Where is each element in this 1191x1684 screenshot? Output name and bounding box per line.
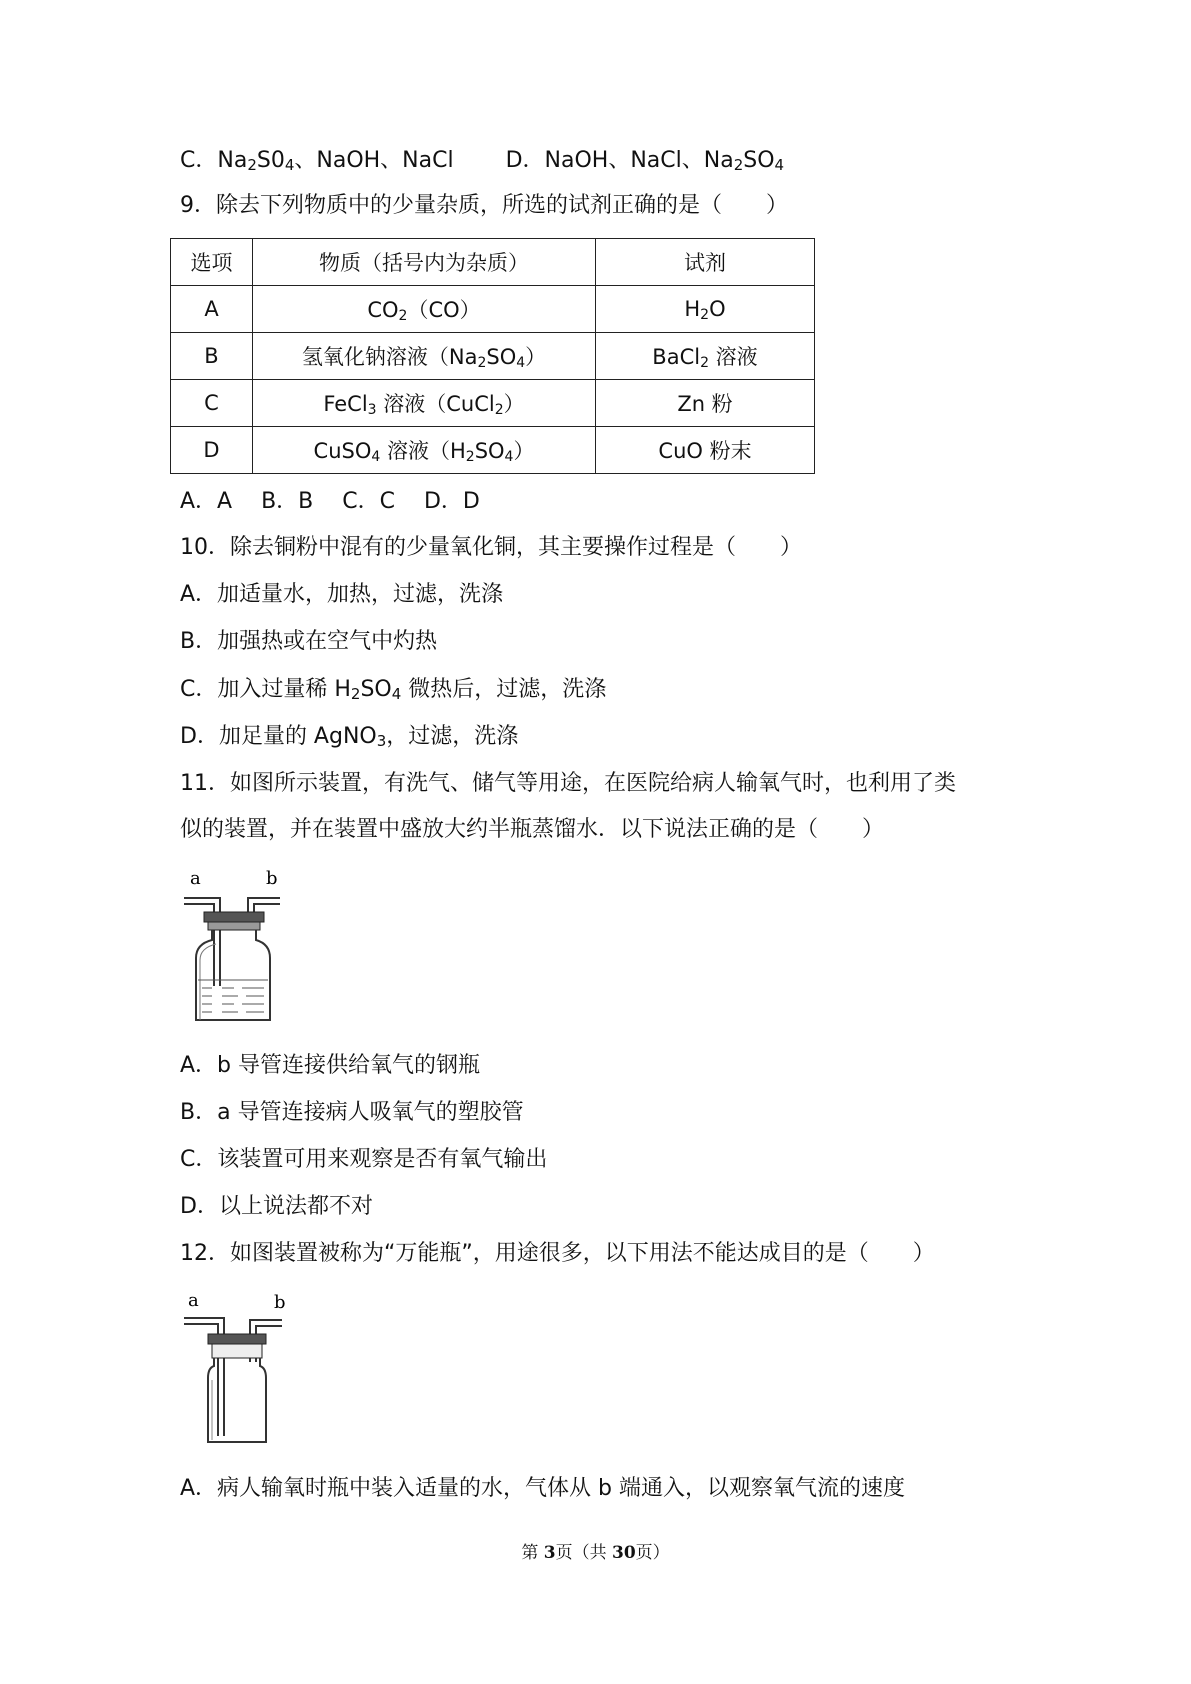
q10-stem: 10．除去铜粉中混有的少量氧化铜，其主要操作过程是（ ）	[180, 535, 802, 560]
q10-option-c: C．加入过量稀 $H_2SO_4$ 微热后，过滤，洗涤	[180, 677, 607, 703]
table-cell-substance: $CO_2(CO)$	[253, 286, 596, 333]
page-footer	[0, 1538, 1191, 1563]
table-cell-option: A	[171, 286, 253, 333]
fig-label-b: b	[266, 868, 278, 889]
table-cell-substance: 氢氧化钠溶液$(Na_2SO_4)$	[253, 333, 596, 380]
q8-option-c-mid: S0	[256, 148, 285, 173]
gas-washing-bottle-figure	[182, 868, 292, 1028]
table-cell-reagent: Zn 粉	[596, 380, 815, 427]
table-header-row	[171, 239, 815, 286]
q8-options-cd: C．$Na_2S0_4$、NaOH、NaCl D．NaOH、NaCl、$Na_2SO_4$	[180, 148, 785, 174]
q10-option-b: B．加强热或在空气中灼热	[180, 629, 438, 654]
q11-option-b: B．a 导管连接病人吸氧气的塑胶管	[180, 1100, 524, 1125]
q10-option-a: A．加适量水，加热，过滤，洗涤	[180, 582, 504, 607]
q11-option-c: C．该装置可用来观察是否有氧气输出	[180, 1147, 548, 1172]
table-cell-option: D	[171, 427, 253, 474]
q8-option-d-prefix: D．NaOH、NaCl、Na	[505, 148, 734, 173]
q12-option-a: A．病人输氧时瓶中装入适量的水，气体从 b 端通入，以观察氧气流的速度	[180, 1476, 906, 1501]
q11-option-d: D．以上说法都不对	[180, 1194, 373, 1219]
q8-option-c-prefix: C．Na	[180, 148, 248, 173]
table-row	[171, 380, 815, 427]
table-cell-substance: CuSO$_4$ 溶液$(H_2SO_4)$	[253, 427, 596, 474]
q11-option-a: A．b 导管连接供给氧气的钢瓶	[180, 1053, 481, 1078]
table-row	[171, 427, 815, 474]
table-cell-option: B	[171, 333, 253, 380]
table-row	[171, 333, 815, 380]
table-row	[171, 286, 815, 333]
q10-option-d: D．加足量的 AgNO$_3$，过滤，洗涤	[180, 724, 519, 750]
universal-bottle-figure	[182, 1290, 292, 1450]
table-header: 选项	[171, 239, 253, 286]
footer-pre: 第	[521, 1543, 544, 1563]
q9-answers: A．A B．B C．C D．D	[180, 489, 480, 514]
q9-stem: 9．除去下列物质中的少量杂质，所选的试剂正确的是（ ）	[180, 193, 788, 218]
fig-label-a: a	[190, 868, 201, 889]
footer-total-pages: 30	[611, 1543, 636, 1563]
table-header: 物质（括号内为杂质）	[253, 239, 596, 286]
q10-option-d-text: D．加足量的 AgNO	[180, 724, 377, 749]
table-cell-reagent: CuO 粉末	[596, 427, 815, 474]
q11-stem-line1: 11．如图所示装置，有洗气、储气等用途，在医院给病人输氧气时，也利用了类	[180, 771, 956, 796]
q11-stem-line2: 似的装置，并在装置中盛放大约半瓶蒸馏水．以下说法正确的是（ ）	[180, 817, 885, 842]
table-cell-reagent: BaCl$_2$ 溶液	[596, 333, 815, 380]
q8-option-d-mid: SO	[743, 148, 775, 173]
q10-option-c-text: C．加入过量稀 H	[180, 677, 351, 702]
q12-stem: 12．如图装置被称为“万能瓶”，用途很多，以下用法不能达成目的是（ ）	[180, 1241, 935, 1266]
table-cell-reagent: $H_2O$	[596, 286, 815, 333]
footer-post: 页）	[635, 1543, 670, 1563]
q9-table	[170, 238, 815, 474]
footer-mid: 页（共	[555, 1543, 612, 1563]
table-header: 试剂	[596, 239, 815, 286]
footer-page-number: 3	[543, 1543, 556, 1563]
q8-option-c-tail: 、NaOH、NaCl	[294, 148, 454, 173]
fig-label-a: a	[188, 1290, 199, 1311]
table-cell-substance: FeCl$_3$ 溶液（CuCl$_2$）	[253, 380, 596, 427]
fig-label-b: b	[274, 1292, 286, 1313]
table-cell-option: C	[171, 380, 253, 427]
